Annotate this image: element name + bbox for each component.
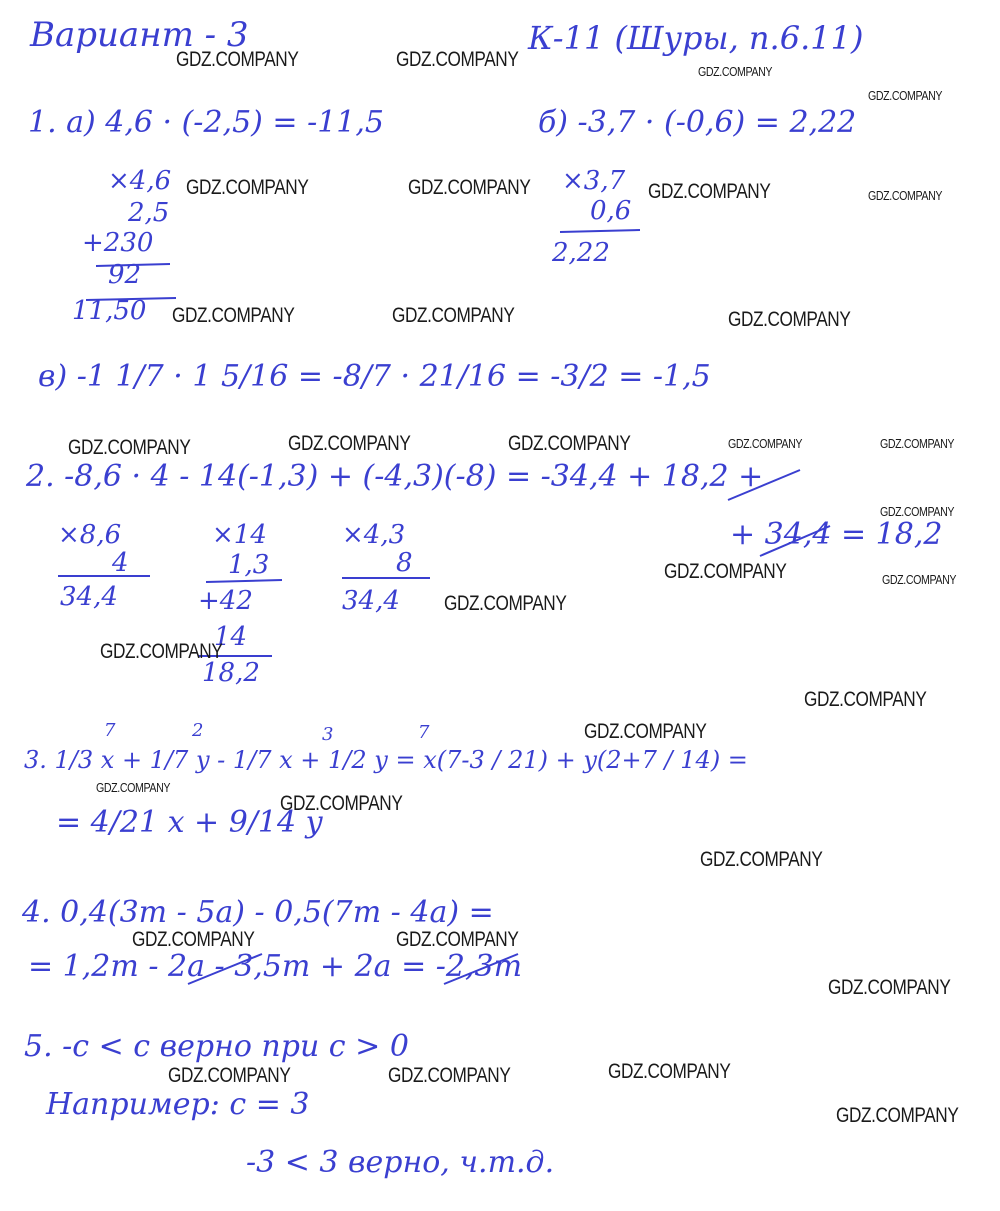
- watermark: GDZ.COMPANY: [396, 48, 519, 71]
- watermark: GDZ.COMPANY: [868, 88, 943, 103]
- task2-line1: 2. -8,6 · 4 - 14(-1,3) + (-4,3)(-8) = -34,4 + 18,2 +: [26, 459, 764, 494]
- variant-heading: Вариант - 3: [30, 15, 249, 55]
- task1-b-result-rule: [560, 230, 640, 232]
- task1-b-work-line: ×3,7: [562, 166, 626, 196]
- task2-line2: + 34,4 = 18,2: [730, 517, 943, 552]
- watermark: GDZ.COMPANY: [836, 1104, 959, 1127]
- task1-b-work-line: 2,22: [552, 238, 610, 268]
- watermark: GDZ.COMPANY: [176, 48, 299, 71]
- watermark: GDZ.COMPANY: [698, 64, 773, 79]
- watermark: GDZ.COMPANY: [392, 304, 515, 327]
- strike-34-4-bottom: [760, 526, 830, 556]
- watermark: GDZ.COMPANY: [664, 560, 787, 583]
- task2-work1-line: 4: [112, 548, 129, 578]
- watermark: GDZ.COMPANY: [444, 592, 567, 615]
- task2-work3-line: 8: [396, 548, 413, 578]
- task2-work3-line: ×4,3: [342, 520, 406, 550]
- watermark: GDZ.COMPANY: [828, 976, 951, 999]
- task4-line1: 4. 0,4(3m - 5a) - 0,5(7m - 4a) =: [22, 895, 494, 930]
- task1-a-work-line: 11,50: [72, 296, 147, 326]
- watermark: GDZ.COMPANY: [100, 640, 223, 663]
- watermark: GDZ.COMPANY: [648, 180, 771, 203]
- watermark: GDZ.COMPANY: [508, 432, 631, 455]
- task2-work2-rule: [206, 580, 282, 582]
- watermark: GDZ.COMPANY: [882, 572, 957, 587]
- task1-a-sum-rule: [96, 264, 170, 266]
- watermark: GDZ.COMPANY: [288, 432, 411, 455]
- task3-line1: 3. 1/3 x + 1/7 y - 1/7 x + 1/2 y = x(7-3 / 21) + y(2+7 / 14) =: [24, 746, 748, 774]
- task1-a-work-line: 92: [108, 260, 142, 290]
- task3-superscript: 3: [322, 724, 334, 745]
- watermark: GDZ.COMPANY: [880, 504, 955, 519]
- task5-line2: Например: c = 3: [46, 1087, 310, 1122]
- task2-work2-line: +42: [198, 586, 253, 616]
- task1-b-expression: б) -3,7 · (-0,6) = 2,22: [538, 105, 857, 140]
- strike-34-4-top: [728, 470, 800, 500]
- watermark: GDZ.COMPANY: [96, 780, 171, 795]
- task3-line2: = 4/21 x + 9/14 y: [56, 805, 323, 840]
- watermark: GDZ.COMPANY: [132, 928, 255, 951]
- task3-superscript: 7: [104, 720, 116, 741]
- watermark: GDZ.COMPANY: [408, 176, 531, 199]
- task2-work1-line: ×8,6: [58, 520, 122, 550]
- task2-work1-line: 34,4: [60, 582, 118, 612]
- watermark: GDZ.COMPANY: [728, 436, 803, 451]
- task3-superscript: 7: [418, 722, 430, 743]
- task2-work2-line: 18,2: [202, 658, 260, 688]
- watermark: GDZ.COMPANY: [68, 436, 191, 459]
- watermark: GDZ.COMPANY: [584, 720, 707, 743]
- watermark: GDZ.COMPANY: [728, 308, 851, 331]
- watermark: GDZ.COMPANY: [880, 436, 955, 451]
- watermark: GDZ.COMPANY: [868, 188, 943, 203]
- task1-a-work-line: ×4,6: [108, 166, 172, 196]
- task2-work2-line: ×14: [212, 520, 267, 550]
- task1-a-work-line: +230: [82, 228, 154, 258]
- task1-b-work-line: 0,6: [590, 196, 632, 226]
- task3-superscript: 2: [192, 720, 204, 741]
- task1-a-work-line: 2,5: [128, 198, 170, 228]
- strike-2a-second: [444, 954, 518, 984]
- task5-line1: 5. -c < c верно при c > 0: [24, 1029, 409, 1064]
- task4-line2: = 1,2m - 2a - 3,5m + 2a = -2,3m: [28, 949, 523, 984]
- task1-a-result-rule: [86, 298, 176, 300]
- test-title: К-11 (Шуры, п.6.11): [528, 19, 864, 57]
- watermark: GDZ.COMPANY: [804, 688, 927, 711]
- watermark: GDZ.COMPANY: [396, 928, 519, 951]
- watermark: GDZ.COMPANY: [186, 176, 309, 199]
- task2-work2-line: 14: [214, 622, 248, 652]
- watermark: GDZ.COMPANY: [172, 304, 295, 327]
- watermark: GDZ.COMPANY: [280, 792, 403, 815]
- task1-a-expression: 1. a) 4,6 · (-2,5) = -11,5: [28, 105, 385, 140]
- watermark: GDZ.COMPANY: [608, 1060, 731, 1083]
- task2-work3-line: 34,4: [342, 586, 400, 616]
- task2-work2-line: 1,3: [228, 550, 270, 580]
- watermark: GDZ.COMPANY: [700, 848, 823, 871]
- watermark: GDZ.COMPANY: [168, 1064, 291, 1087]
- task5-line3: -3 < 3 верно, ч.т.д.: [246, 1145, 555, 1180]
- task1-v-expression: в) -1 1/7 · 1 5/16 = -8/7 · 21/16 = -3/2 = -1,5: [38, 359, 711, 394]
- watermark: GDZ.COMPANY: [388, 1064, 511, 1087]
- strike-2a-first: [188, 954, 262, 984]
